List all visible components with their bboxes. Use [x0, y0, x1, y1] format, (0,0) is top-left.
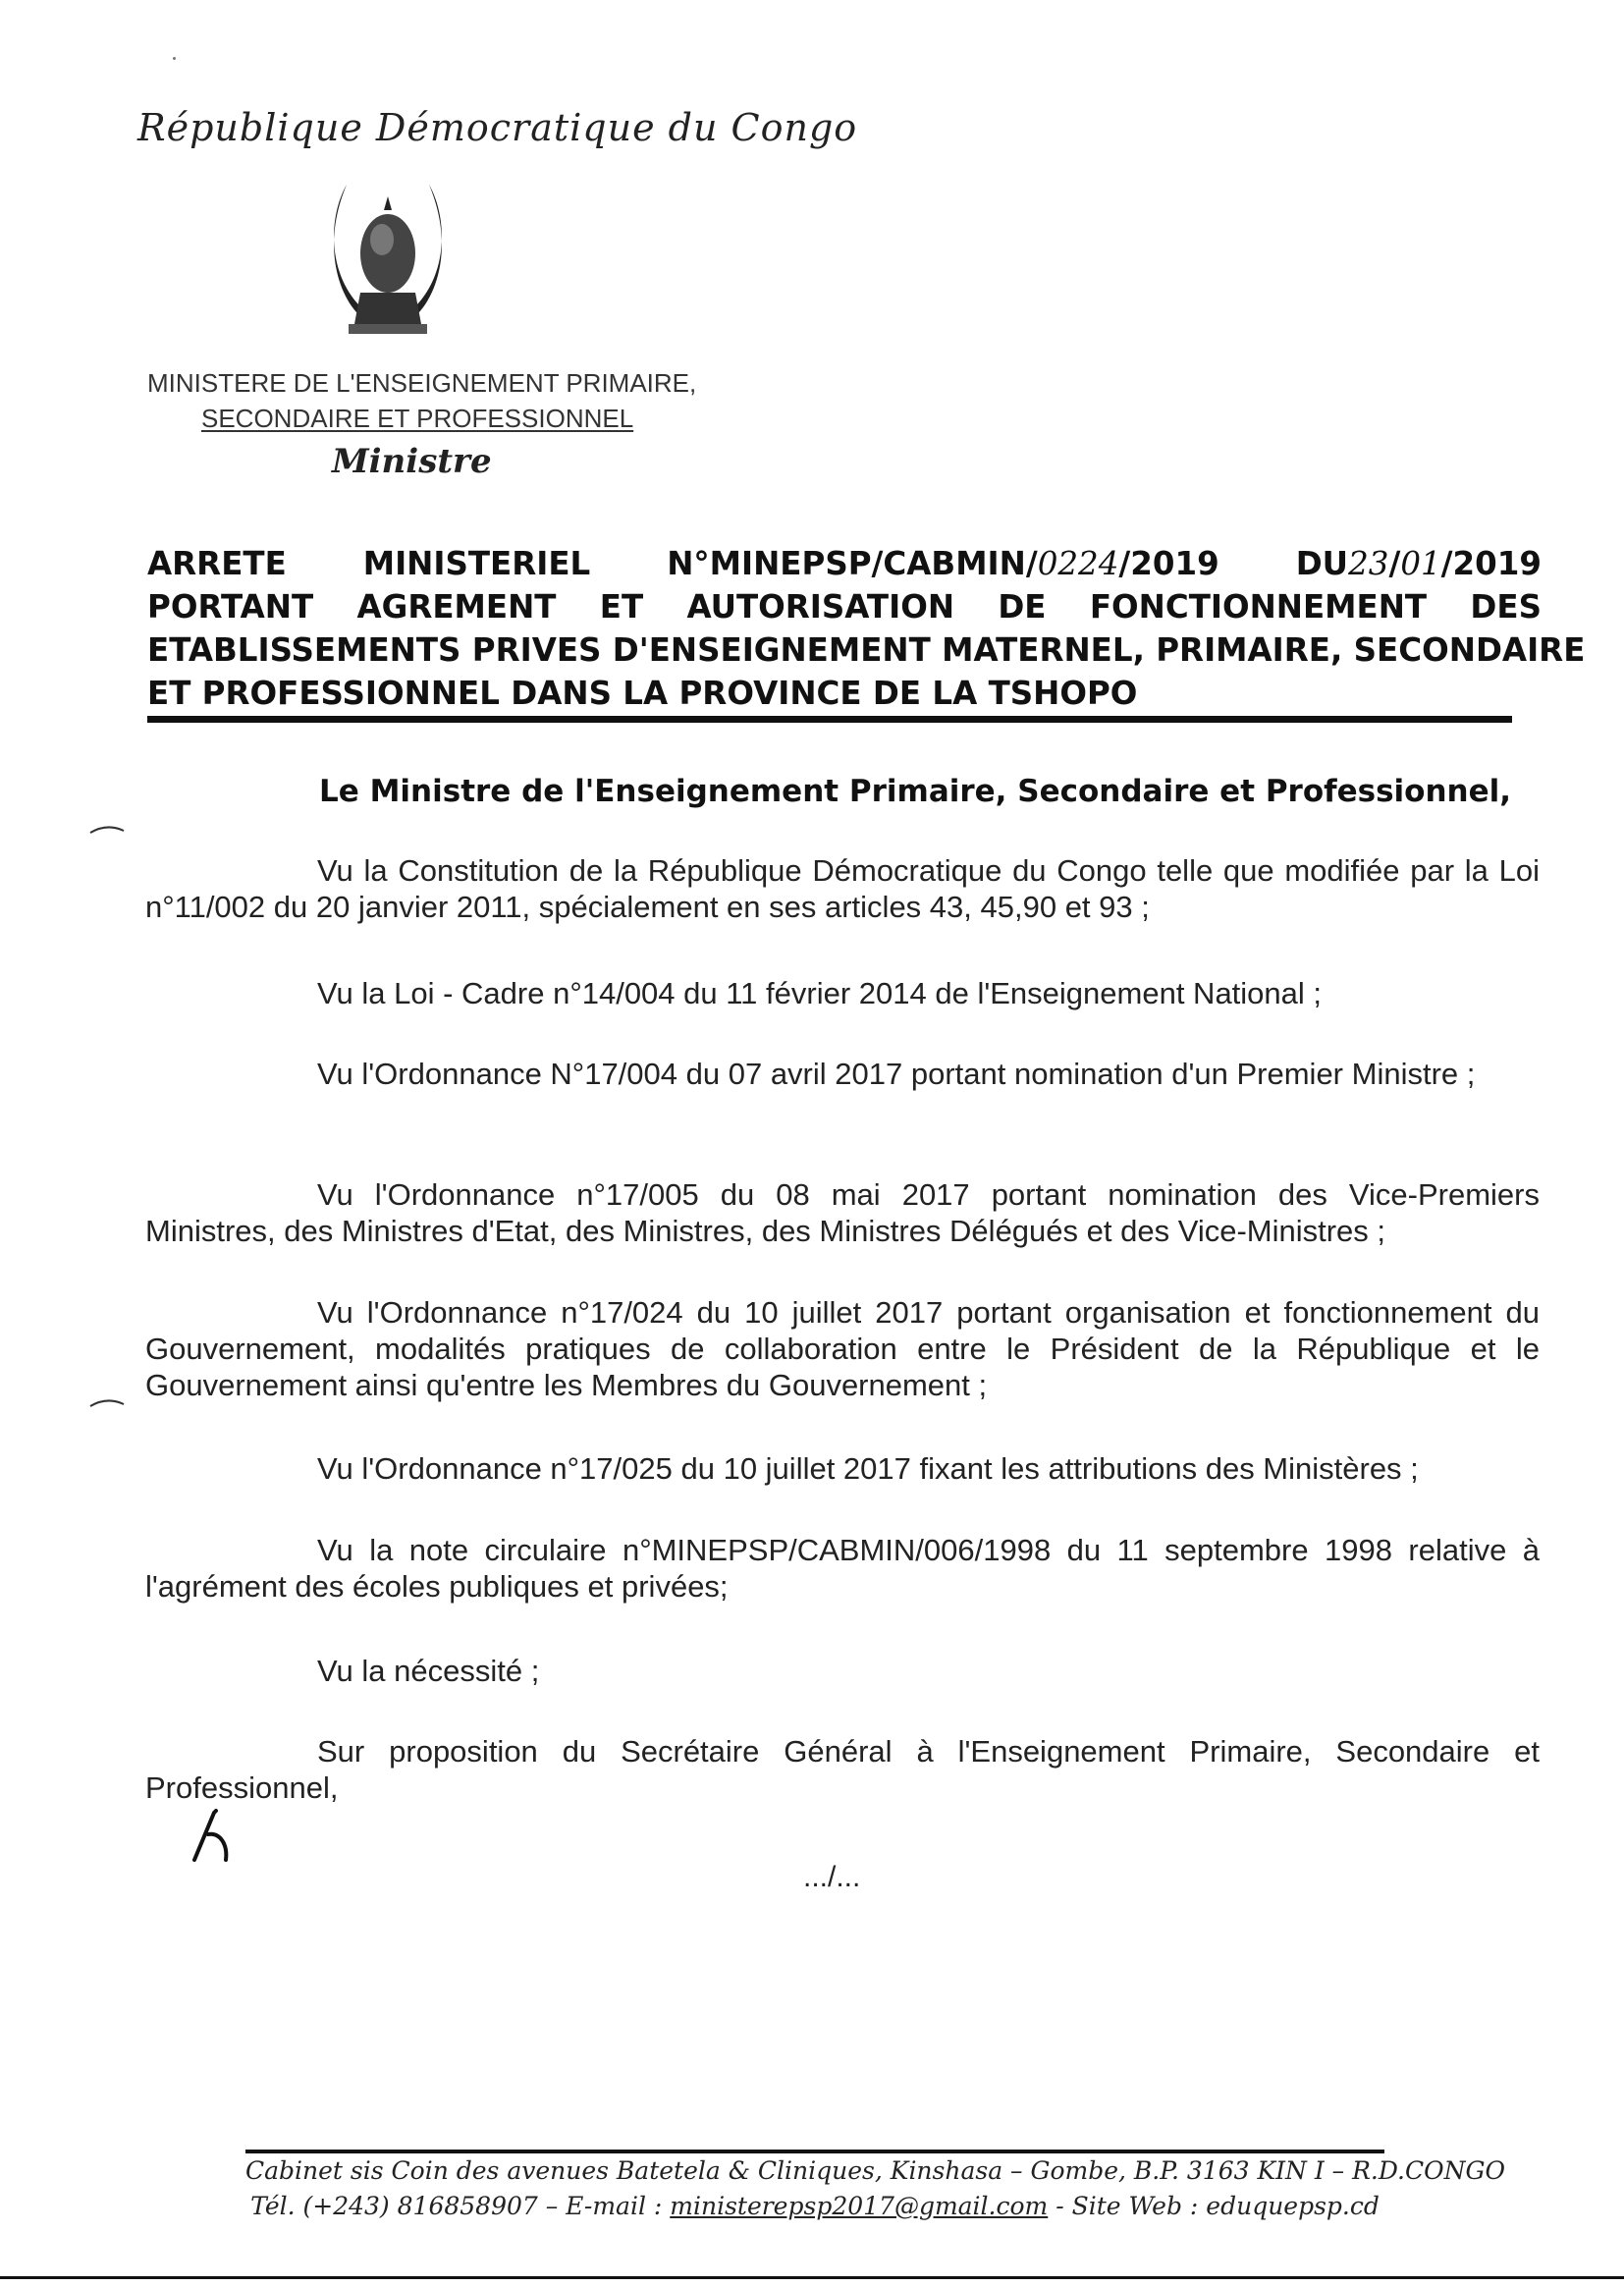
decree-number: 0224 — [1037, 545, 1119, 582]
page-bottom-edge — [0, 2276, 1624, 2279]
ministry-name — [147, 365, 697, 436]
consideration-constitution: Vu la Constitution de la République Démocratique du Congo telle que modifiée par la Loi n°11/002 du 20 janvier 2011, spécialement en ses articles 43, 45,90 et 93 ; — [145, 853, 1540, 924]
consideration-ordonnance-17-024: Vu l'Ordonnance n°17/024 du 10 juillet 2017 portant organisation et fonctionnement du Gouvernement, modalités pratiques de collaboration entre le Président de la République et le Gouvernement ainsi qu'entre les Membres du Gouvernement ; — [145, 1295, 1540, 1402]
title-divider — [147, 716, 1512, 723]
consideration-loi-cadre: Vu la Loi - Cadre n°14/004 du 11 février 2014 de l'Enseignement National ; — [317, 976, 1323, 1010]
decree-month: 01 — [1400, 545, 1441, 582]
scan-speck — [173, 57, 176, 60]
preamble-heading: Le Ministre de l'Enseignement Primaire, Secondaire et Professionnel, — [319, 774, 1512, 809]
handwritten-initial-icon — [187, 1805, 245, 1864]
consideration-ordonnance-17-025: Vu l'Ordonnance n°17/025 du 10 juillet 2017 fixant les attributions des Ministères ; — [317, 1451, 1419, 1486]
footer-address: Cabinet sis Coin des avenues Batetela & Cliniques, Kinshasa – Gombe, B.P. 3163 KIN I – R.D.CONGO — [245, 2156, 1505, 2185]
consideration-proposition: Sur proposition du Secrétaire Général à l'Enseignement Primaire, Secondaire et Professionnel, — [145, 1734, 1540, 1805]
decree-title-line1: ARRETE MINISTERIEL N°MINEPSP/CABMIN/0224/2019 DU23/01/2019 — [147, 545, 1542, 582]
decree-title-line4: ET PROFESSIONNEL DANS LA PROVINCE DE LA TSHOPO — [147, 675, 1138, 712]
decree-day: 23 — [1348, 545, 1389, 582]
footer-contact: Tél. (+243) 816858907 – E-mail : ministerepsp2017@gmail.com - Site Web : eduquepsp.cd — [250, 2192, 1380, 2220]
margin-tick-icon — [88, 823, 126, 835]
decree-title-line3: ETABLISSEMENTS PRIVES D'ENSEIGNEMENT MATERNEL, PRIMAIRE, SECONDAIRE — [147, 631, 1586, 669]
ministry-name-line1: MINISTERE DE L'ENSEIGNEMENT PRIMAIRE, — [147, 368, 697, 398]
consideration-note-circulaire: Vu la note circulaire n°MINEPSP/CABMIN/006/1998 du 11 septembre 1998 relative à l'agrément des écoles publiques et privées; — [145, 1533, 1540, 1604]
consideration-ordonnance-17-004: Vu l'Ordonnance N°17/004 du 07 avril 2017 portant nomination d'un Premier Ministre ; — [317, 1057, 1476, 1091]
margin-tick-icon — [88, 1396, 126, 1408]
consideration-ordonnance-17-005: Vu l'Ordonnance n°17/005 du 08 mai 2017 portant nomination des Vice-Premiers Ministres, des Ministres d'Etat, des Ministres, des Ministres Délégués et des Vice-Ministres ; — [145, 1177, 1540, 1248]
decree-title-line2: PORTANT AGREMENT ET AUTORISATION DE FONCTIONNEMENT DES — [147, 588, 1542, 626]
consideration-necessite: Vu la nécessité ; — [317, 1654, 540, 1688]
republic-name: République Démocratique du Congo — [137, 106, 858, 149]
national-emblem-icon — [319, 177, 457, 344]
decree-title — [147, 542, 1586, 715]
minister-signature-title: Ministre — [332, 442, 492, 481]
footer-email-link[interactable]: ministerepsp2017@gmail.com — [670, 2192, 1049, 2220]
ministry-name-line2: SECONDAIRE ET PROFESSIONNEL — [201, 404, 634, 433]
footer-divider — [245, 2150, 1384, 2153]
continuation-marker: .../... — [803, 1861, 861, 1893]
